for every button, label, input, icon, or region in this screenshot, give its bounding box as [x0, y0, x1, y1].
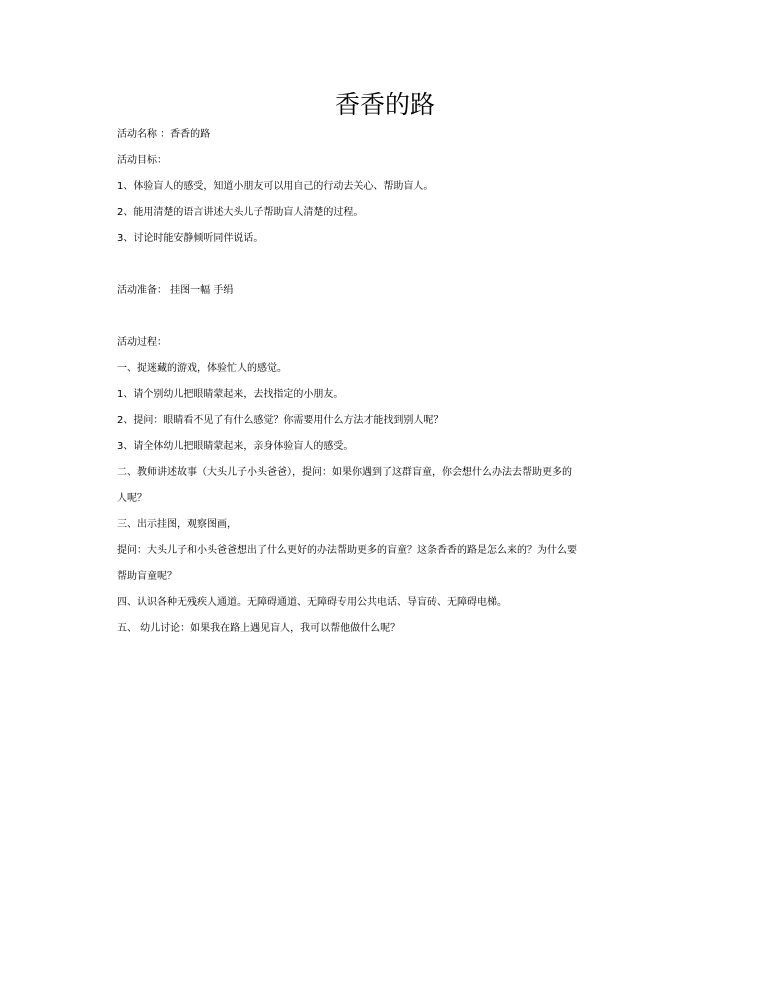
step-1-item-number: 3	[117, 441, 124, 452]
step-1-item	[117, 415, 662, 427]
step-1-item-text: 、提问：眼睛看不见了有什么感觉？你需要用什么方法才能找到别人呢？	[123, 415, 444, 426]
step-1-item-text: 、请个别幼儿把眼睛蒙起来，去找指定的小朋友。	[123, 389, 344, 400]
step-5: 五、 幼儿讨论：如果我在路上遇见盲人，我可以帮他做什么呢？	[117, 623, 401, 634]
step-2-line: 人呢？	[117, 493, 147, 504]
goal-item	[117, 233, 662, 245]
goal-number: 1	[117, 181, 124, 192]
goal-text: 、能用清楚的语言讲述大头儿子帮助盲人清楚的过程。	[123, 207, 364, 218]
goal-item	[117, 207, 662, 219]
goals-heading: 活动目标：	[117, 155, 167, 166]
step-1-item-text: 、请全体幼儿把眼睛蒙起来，亲身体验盲人的感受。	[123, 441, 354, 452]
goal-number: 2	[117, 207, 124, 218]
step-1-item	[117, 389, 662, 401]
step-3-question-line: 帮助盲童呢？	[117, 571, 177, 582]
goal-text: 、讨论时能安静倾听同伴说话。	[123, 233, 264, 244]
step-4: 四、认识各种无残疾人通道。无障碍通道、无障碍专用公共电话、导盲砖、无障碍电梯。	[117, 597, 507, 608]
step-1: 一、捉迷藏的游戏，体验忙人的感觉。	[117, 363, 287, 374]
goal-item	[117, 181, 662, 193]
step-2-line: 二、教师讲述故事（大头儿子小头爸爸），提问：如果你遇到了这群盲童，你会想什么办法去帮助更多的	[117, 467, 572, 478]
goal-number: 3	[117, 233, 124, 244]
step-1-item	[117, 441, 662, 453]
step-3-question-line: 提问：大头儿子和小头爸爸想出了什么更好的办法帮助更多的盲童？这条香香的路是怎么来的？为什么要	[117, 545, 577, 556]
activity-name: 活动名称 ：香香的路	[117, 129, 211, 140]
document-title: 香香的路	[334, 90, 435, 119]
goal-text: 、体验盲人的感受，知道小朋友可以用自己的行动去关心、帮助盲人。	[123, 181, 434, 192]
step-1-item-number: 2	[117, 415, 124, 426]
preparation: 活动准备： 挂图一幅 手绢	[117, 285, 234, 296]
step-1-item-number: 1	[117, 389, 124, 400]
process-heading: 活动过程：	[117, 337, 167, 348]
step-3: 三、出示挂图，观察图画，	[117, 519, 237, 530]
